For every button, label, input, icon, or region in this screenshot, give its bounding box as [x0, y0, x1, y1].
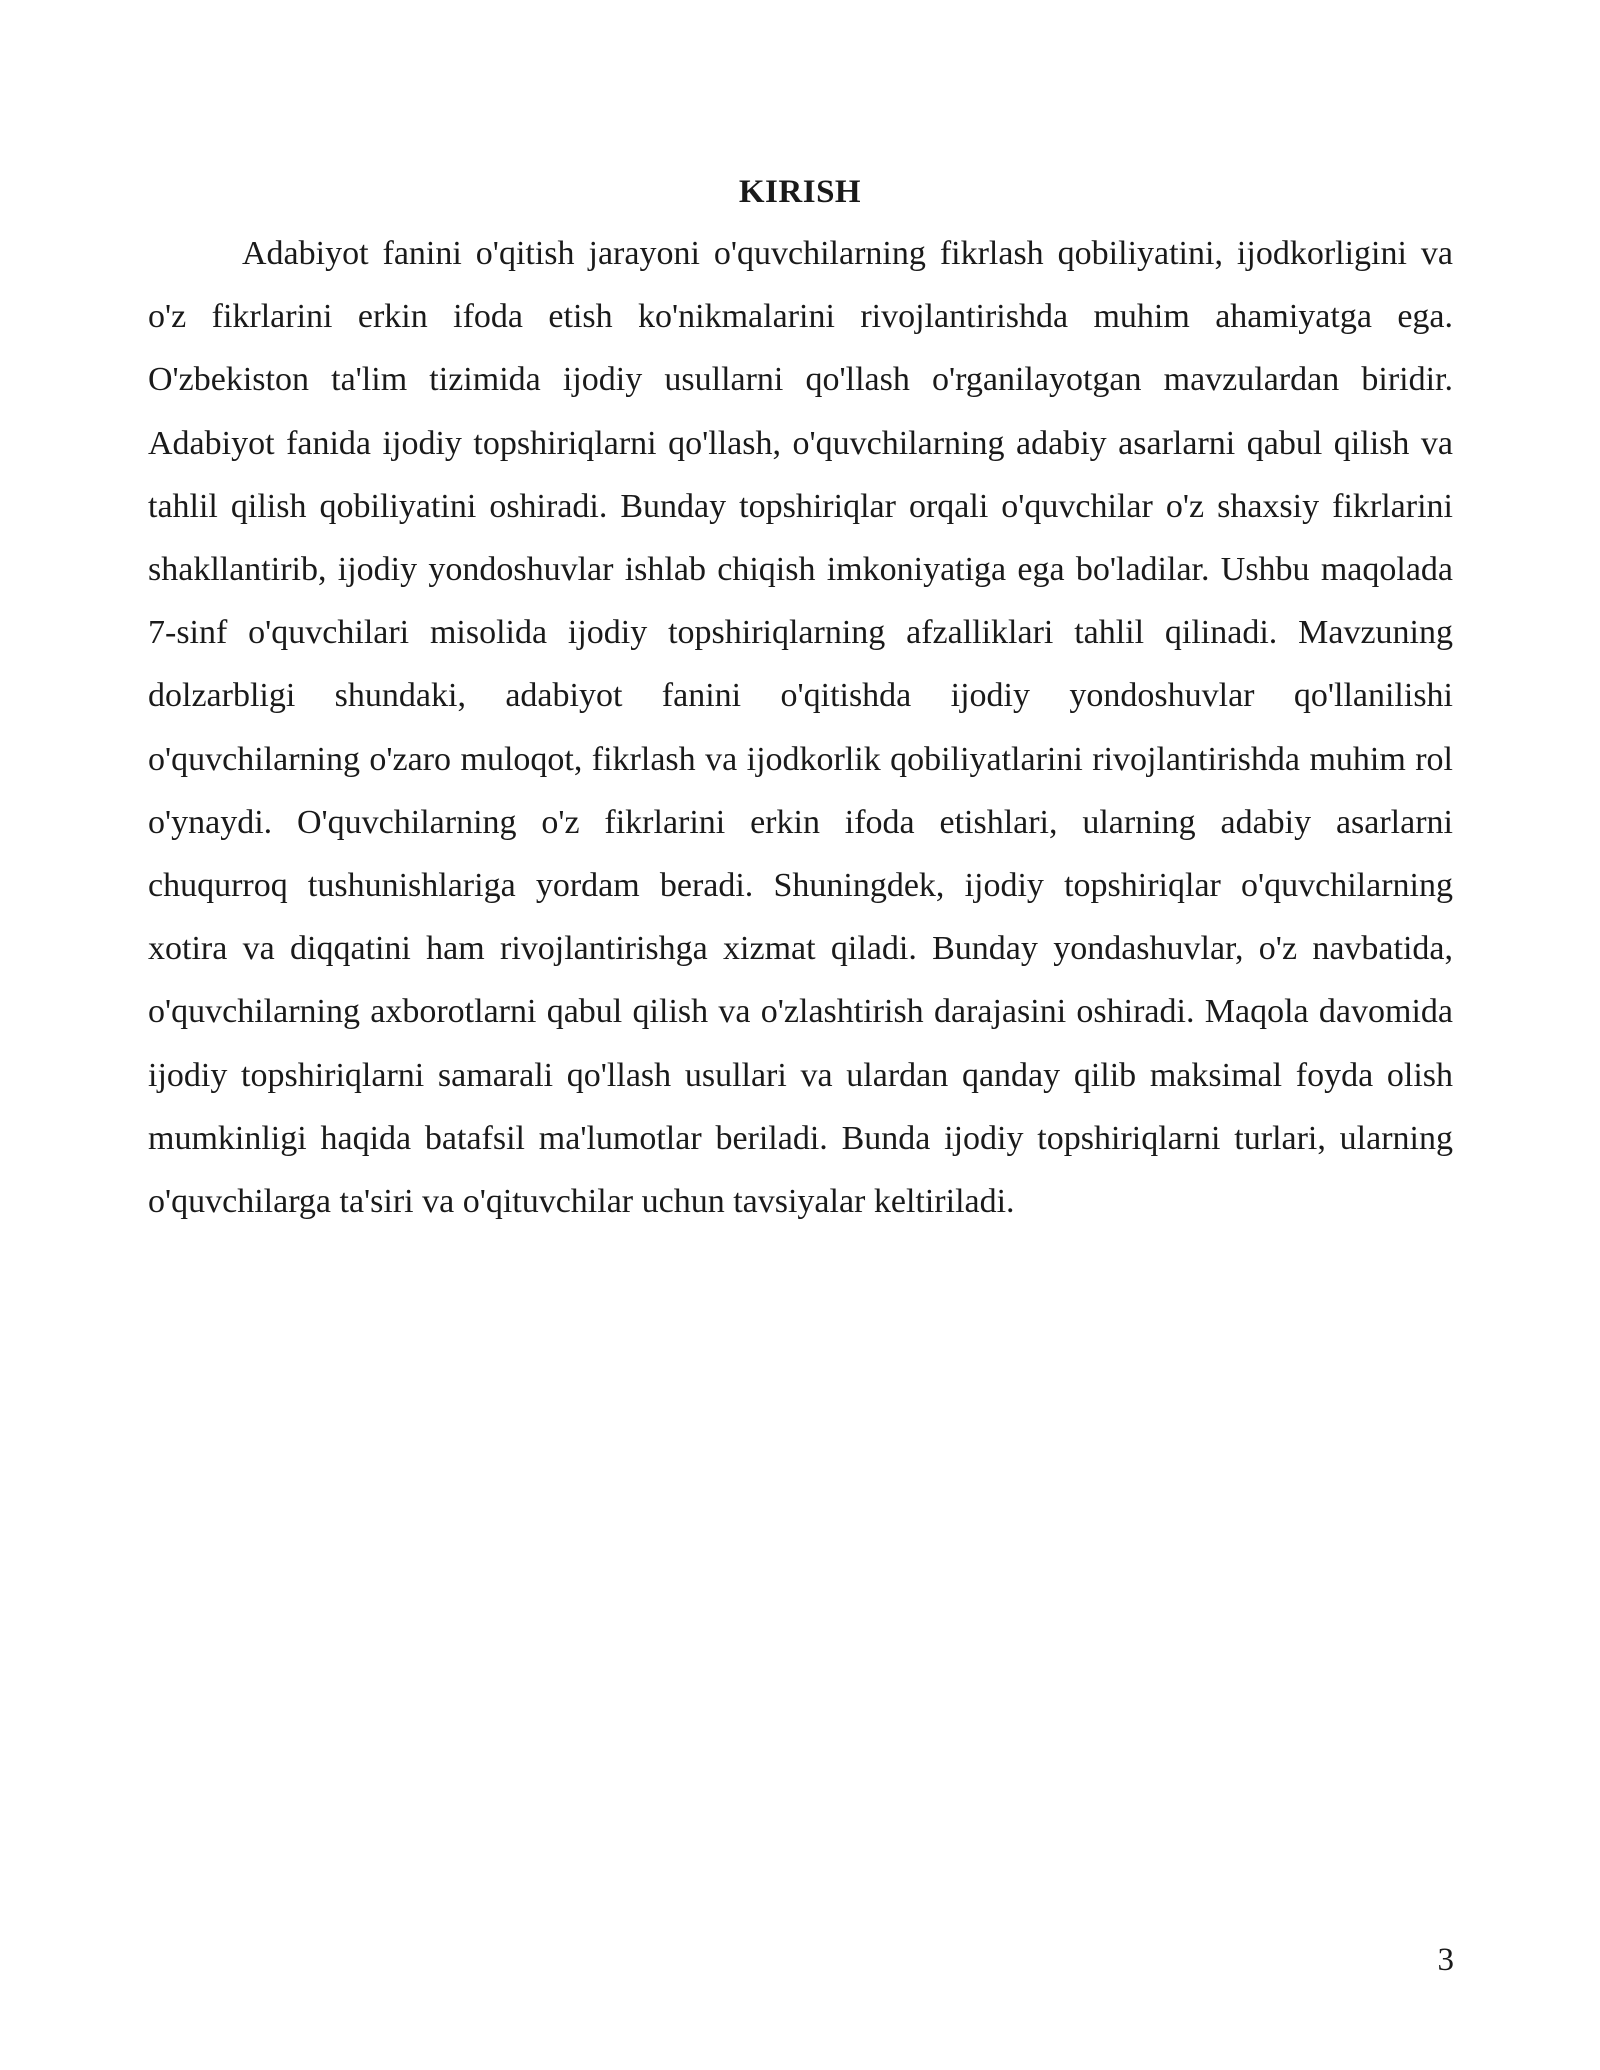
section-title: KIRISH — [738, 174, 862, 211]
body-paragraph: Adabiyot fanini o'qitish jarayoni o'quvchilarning fikrlash qobiliyatini, ijodkorligini va o'z fikrlarini erkin ifoda etish ko'nikmalarini rivojlantirishda muhim ahamiyatga ega. O'zbekiston ta'lim tizimida ijodiy usullarni qo'llash o'rganilayotgan mavzulardan biridir. Adabiyot fanida ijodiy topshiriqlarni qo'llash, o'quvchilarning adabiy asarlarni qabul qilish va tahlil qilish qobiliyatini oshiradi. Bunday topshiriqlar orqali o'quvchilar o'z shaxsiy fikrlarini shakllantirib, ijodiy yondoshuvlar ishlab chiqish imkoniyatiga ega bo'ladilar. Ushbu maqolada 7-sinf o'quvchilari misolida ijodiy topshiriqlarning afzalliklari tahlil qilinadi. Mavzuning dolzarbligi shundaki, adabiyot fanini o'qitishda ijodiy yondoshuvlar qo'llanilishi o'quvchilarning o'zaro muloqot, fikrlash va ijodkorlik qobiliyatlarini rivojlantirishda muhim rol o'ynaydi. O'quvchilarning o'z fikrlarini erkin ifoda etishlari, ularning adabiy asarlarni chuqurroq tushunishlariga yordam beradi. Shuningdek, ijodiy topshiriqlar o'quvchilarning xotira va diqqatini ham rivojlantirishga xizmat qiladi. Bunday yondashuvlar, o'z navbatida, o'quvchilarning axborotlarni qabul qilish va o'zlashtirish darajasini oshiradi. Maqola davomida ijodiy topshiriqlarni samarali qo'llash usullari va ulardan qanday qilib maksimal foyda olish mumkinligi haqida batafsil ma'lumotlar beriladi. Bunda ijodiy topshiriqlarni turlari, ularning o'quvchilarga ta'siri va o'qituvchilar uchun tavsiyalar keltiriladi. — [148, 235, 1453, 1221]
page-number: 3 — [1437, 1942, 1454, 1978]
